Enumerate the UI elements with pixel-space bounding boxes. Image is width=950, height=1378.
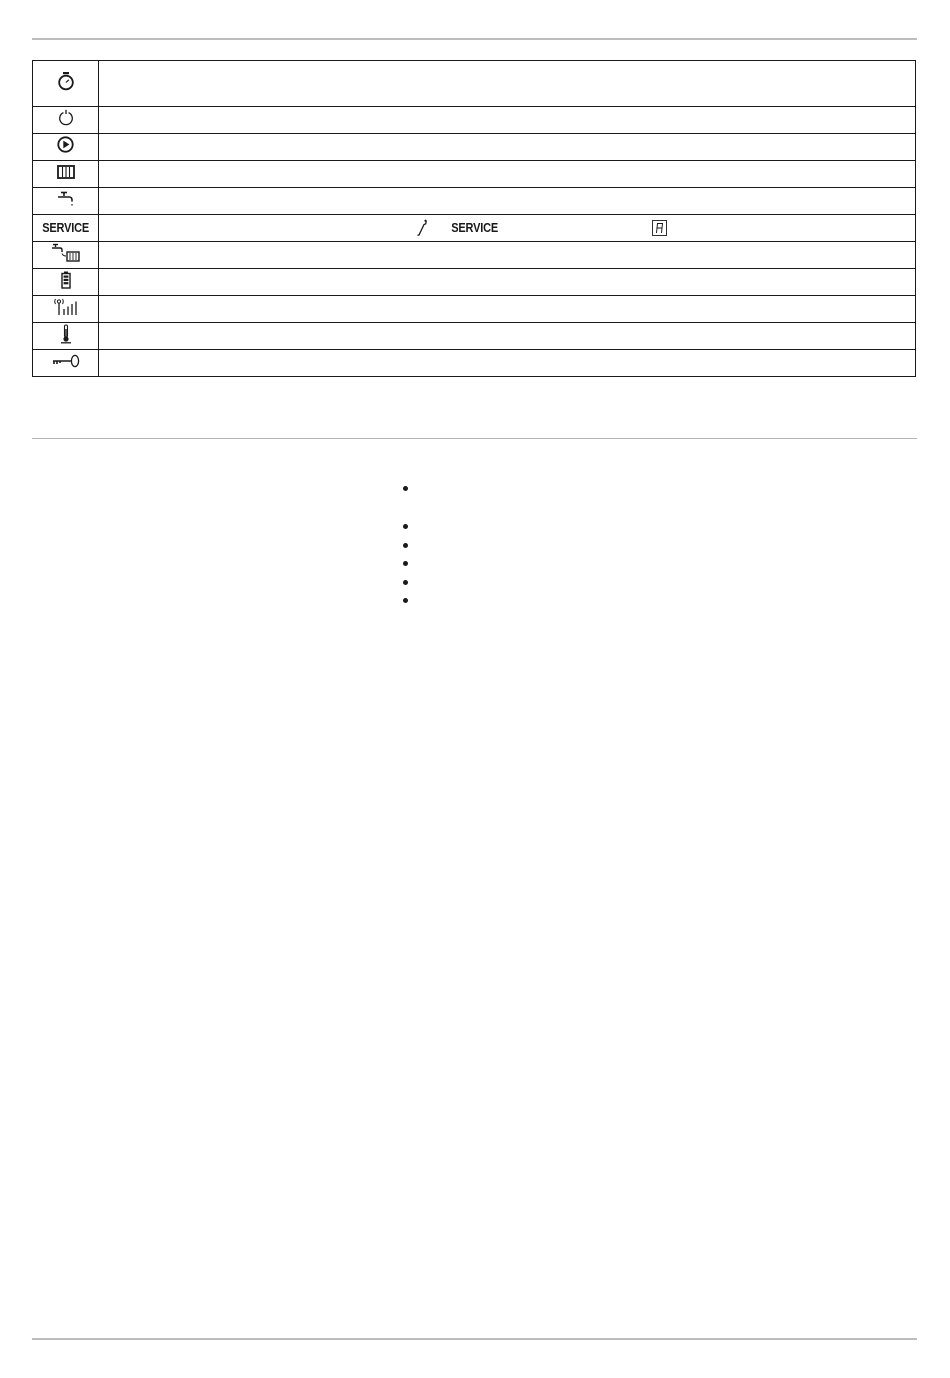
power-standby-icon	[36, 109, 96, 126]
symbol-cell	[33, 296, 99, 323]
bullet-list	[400, 480, 410, 611]
key-lock-icon	[36, 354, 96, 368]
radiator-heating-icon	[36, 165, 96, 179]
symbol-cell	[33, 323, 99, 350]
bullet-dot	[403, 543, 408, 548]
symbol-cell	[33, 134, 99, 161]
symbol-cell	[33, 269, 99, 296]
table-row	[33, 269, 916, 296]
symbol-cell	[33, 215, 99, 242]
description-cell	[99, 134, 916, 161]
footer-divider	[32, 1338, 917, 1340]
service-inline-label: SERVICE	[451, 221, 499, 235]
list-item	[400, 480, 410, 518]
description-cell	[99, 323, 916, 350]
table-row	[33, 242, 916, 269]
table-row	[33, 107, 916, 134]
description-cell	[99, 269, 916, 296]
description-cell	[99, 215, 916, 242]
battery-icon	[36, 271, 96, 289]
table-row	[33, 215, 916, 242]
list-item	[400, 518, 410, 537]
list-item	[400, 555, 410, 574]
bullet-dot	[403, 580, 408, 585]
symbol-cell	[33, 350, 99, 377]
bullet-dot	[403, 598, 408, 603]
wireless-signal-icon	[36, 297, 96, 317]
table-row	[33, 296, 916, 323]
description-cell	[99, 188, 916, 215]
display-segment-r-icon	[652, 215, 667, 241]
description-cell	[99, 61, 916, 107]
stopwatch-icon	[36, 71, 96, 91]
symbol-cell	[33, 242, 99, 269]
wrench-icon	[416, 215, 428, 241]
description-cell	[99, 296, 916, 323]
description-cell	[99, 350, 916, 377]
list-item	[400, 592, 410, 611]
bullet-dot	[403, 486, 408, 491]
description-cell	[99, 107, 916, 134]
table-row	[33, 134, 916, 161]
description-cell	[99, 242, 916, 269]
play-circle-icon	[36, 136, 96, 153]
list-item	[400, 574, 410, 593]
table-row	[33, 323, 916, 350]
symbol-cell	[33, 161, 99, 188]
symbol-table	[32, 60, 916, 377]
symbol-cell	[33, 61, 99, 107]
list-item	[400, 537, 410, 556]
bullet-dot	[403, 524, 408, 529]
section-divider	[32, 438, 917, 439]
table-row	[33, 350, 916, 377]
top-divider	[32, 38, 917, 40]
outdoor-temperature-icon	[36, 324, 96, 344]
table-row	[33, 188, 916, 215]
service-label: SERVICE	[42, 221, 89, 235]
symbol-cell	[33, 188, 99, 215]
description-cell	[99, 161, 916, 188]
table-row	[33, 161, 916, 188]
hot-water-tap-icon	[36, 191, 96, 207]
table-row	[33, 61, 916, 107]
symbol-cell	[33, 107, 99, 134]
bullet-dot	[403, 561, 408, 566]
tap-to-radiator-icon	[36, 243, 96, 263]
